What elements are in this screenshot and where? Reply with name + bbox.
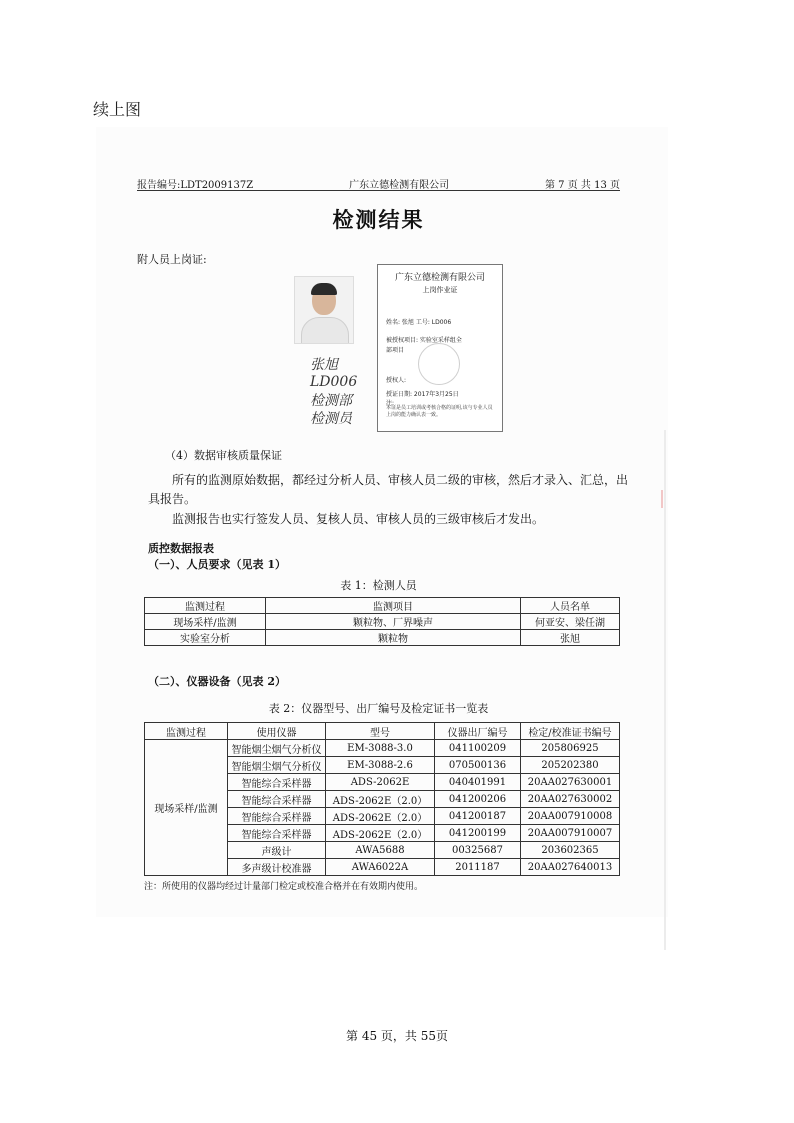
table-cell: ADS-2062E（2.0）	[326, 791, 435, 808]
table-header-row	[145, 723, 620, 740]
page-footer: 第 45 页，共 55页	[346, 1029, 448, 1043]
scan-edge	[664, 430, 666, 950]
attach-label: 附人员上岗证:	[137, 253, 207, 266]
hw-row-position	[284, 409, 374, 427]
card-authorizer: 授权人:	[386, 377, 407, 384]
table-cell: 041100209	[435, 740, 521, 757]
table-cell: 20AA007910008	[521, 808, 620, 825]
card-date: 授证日期: 2017年3月25日	[386, 391, 459, 398]
card-name-line: 姓名: 张旭 工号: LD006	[386, 319, 452, 326]
table2-caption: 表 2：仪器型号、出厂编号及检定证书一览表	[268, 702, 489, 715]
table-cell: 实验室分析	[145, 630, 266, 646]
card-company: 广东立德检测有限公司	[394, 273, 485, 283]
section-4-title: （4）数据审核质量保证	[165, 449, 282, 462]
table-cell: EM-3088-2.6	[326, 757, 435, 774]
table-cell: 20AA027630001	[521, 774, 620, 791]
card-subtitle: 上岗作业证	[422, 286, 458, 294]
section-equipment-title: （二）、仪器设备（见表 2）	[148, 675, 286, 688]
table-cell: 智能烟尘烟气分析仪	[228, 740, 326, 757]
equipment-table	[144, 722, 620, 876]
table-header: 监测过程	[145, 723, 228, 740]
seal-stamp	[418, 343, 460, 385]
report-number: 报告编号:LDT2009137Z	[137, 180, 254, 191]
table-row	[145, 614, 620, 630]
table-cell: 声级计	[228, 842, 326, 859]
table1-caption: 表 1：检测人员	[340, 579, 417, 592]
report-page-info: 第 7 页 共 13 页	[545, 180, 620, 191]
table-cell: AWA6022A	[326, 859, 435, 876]
table-cell: 智能综合采样器	[228, 808, 326, 825]
paragraph-2: 监测报告也实行签发人员、复核人员、审核人员的三级审核后才发出。	[172, 512, 545, 526]
table-cell: ADS-2062E	[326, 774, 435, 791]
table-header-row	[145, 598, 620, 614]
table-cell: 智能烟尘烟气分析仪	[228, 757, 326, 774]
table-note: 注：所使用的仪器均经过计量部门检定或校准合格并在有效期内使用。	[144, 882, 424, 892]
hw-id: LD006	[310, 374, 358, 390]
scan-edge-mark	[661, 490, 663, 508]
report-title: 检测结果	[332, 207, 425, 232]
card-scope-line2: 部项目	[386, 347, 405, 354]
table-cell: ADS-2062E（2.0）	[326, 808, 435, 825]
table-header: 仪器出厂编号	[435, 723, 521, 740]
table-header: 型号	[326, 723, 435, 740]
table-cell: 040401991	[435, 774, 521, 791]
table-cell: 颗粒物	[266, 630, 521, 646]
personnel-table	[144, 597, 620, 646]
table-cell: 智能综合采样器	[228, 791, 326, 808]
table-cell: 张旭	[521, 630, 620, 646]
report-header	[137, 176, 620, 191]
table-header: 监测项目	[266, 598, 521, 614]
card-scope-line: 被授权项目: 实验室采样组全	[386, 337, 462, 344]
table-cell: 何亚安、梁任湖	[521, 614, 620, 630]
paragraph-1: 所有的监测原始数据，都经过分析人员、审核人员二级的审核，然后才录入、汇总，出具报告。	[148, 473, 629, 506]
table-cell: 070500136	[435, 757, 521, 774]
table-header: 检定/校准证书编号	[521, 723, 620, 740]
table-header: 使用仪器	[228, 723, 326, 740]
table-cell: 颗粒物、厂界噪声	[266, 614, 521, 630]
table-cell: 203602365	[521, 842, 620, 859]
table-cell: 智能综合采样器	[228, 774, 326, 791]
hw-row-id	[284, 373, 374, 391]
table-cell: 205806925	[521, 740, 620, 757]
table-row	[145, 630, 620, 646]
photo-hair	[311, 283, 337, 295]
hw-dept: 检测部	[310, 393, 352, 409]
table-cell: ADS-2062E（2.0）	[326, 825, 435, 842]
table-cell: 智能综合采样器	[228, 825, 326, 842]
qc-title: 质控数据报表	[148, 542, 214, 555]
header-divider	[137, 190, 620, 191]
table-cell: 20AA027630002	[521, 791, 620, 808]
table-cell: AWA5688	[326, 842, 435, 859]
hw-row-name	[284, 355, 374, 373]
card-note: 本证是员工培训或考核合格的证明,该与专业人员上岗的能力确认表一致。	[386, 405, 493, 418]
card-note-label: 注:	[386, 400, 395, 407]
section-personnel-title: （一）、人员要求（见表 1）	[148, 558, 286, 571]
table-row	[145, 740, 620, 757]
table-cell: 00325687	[435, 842, 521, 859]
caption-continued: 续上图	[93, 100, 142, 119]
hw-position: 检测员	[310, 411, 352, 427]
table-cell: 20AA027640013	[521, 859, 620, 876]
table-cell: 多声级计校准器	[228, 859, 326, 876]
work-permit-card	[377, 264, 503, 432]
table-group-cell: 现场采样/监测	[145, 740, 228, 876]
photo-shirt	[301, 317, 349, 344]
table-cell: 041200187	[435, 808, 521, 825]
table-header: 监测过程	[145, 598, 266, 614]
table-cell: 041200206	[435, 791, 521, 808]
id-photo	[294, 276, 354, 344]
table-cell: 2011187	[435, 859, 521, 876]
table-cell: 现场采样/监测	[145, 614, 266, 630]
report-company: 广东立德检测有限公司	[349, 180, 450, 191]
hw-name: 张旭	[310, 357, 338, 373]
table-cell: 205202380	[521, 757, 620, 774]
hw-row-dept	[284, 391, 374, 409]
table-header: 人员名单	[521, 598, 620, 614]
table-cell: 20AA007910007	[521, 825, 620, 842]
table-cell: 041200199	[435, 825, 521, 842]
table-cell: EM-3088-3.0	[326, 740, 435, 757]
handwritten-fields	[284, 355, 374, 427]
